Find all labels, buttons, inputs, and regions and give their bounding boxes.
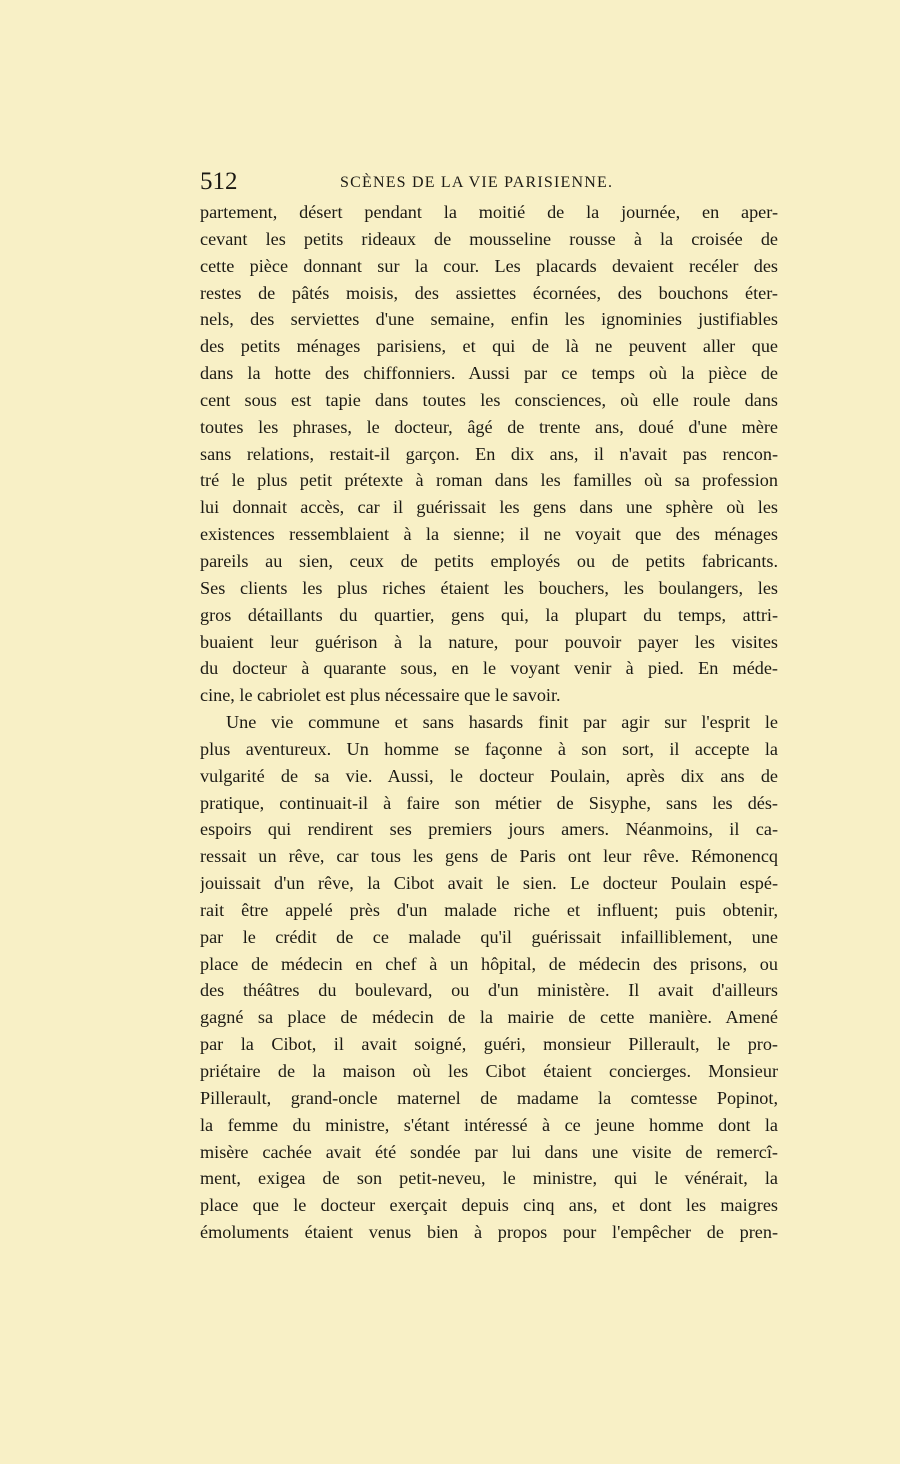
text-line: par la Cibot, il avait soigné, guéri, monsieur Pillerault, le pro- [200,1034,778,1055]
text-line: sans relations, restait-il garçon. En dix ans, il n'avait pas rencon- [200,443,778,464]
text-line: nels, des serviettes d'une semaine, enfin les ignominies justifiables [200,309,778,330]
text-line: toutes les phrases, le docteur, âgé de trente ans, doué d'une mère [200,416,778,437]
text-line: pareils au sien, ceux de petits employés ou de petits fabricants. [200,550,778,571]
text-line: place de médecin en chef à un hôpital, de médecin des prisons, ou [200,953,778,974]
body-text [200,199,778,1246]
text-line: émoluments étaient venus bien à propos pour l'empêcher de pren- [200,1222,778,1243]
running-title: SCÈNES DE LA VIE PARISIENNE. [340,174,614,191]
page-header [200,168,778,196]
paragraph [200,709,778,1246]
text-line: Une vie commune et sans hasards finit par agir sur l'esprit le [226,712,778,733]
text-line: dans la hotte des chiffonniers. Aussi par ce temps où la pièce de [200,363,778,384]
text-line: cevant les petits rideaux de mousseline rousse à la croisée de [200,228,778,249]
text-line: cent sous est tapie dans toutes les consciences, où elle roule dans [200,389,778,410]
text-line: lui donnait accès, car il guérissait les gens dans une sphère où les [200,497,778,518]
text-line: du docteur à quarante sous, en le voyant venir à pied. En méde- [200,658,778,679]
text-line: des théâtres du boulevard, ou d'un ministère. Il avait d'ailleurs [200,980,778,1001]
text-line: restes de pâtés moisis, des assiettes écornées, des bouchons éter- [200,282,778,303]
text-line: rait être appelé près d'un malade riche et influent; puis obtenir, [200,899,778,920]
text-line: tré le plus petit prétexte à roman dans les familles où sa profession [200,470,778,491]
text-line: des petits ménages parisiens, et qui de là ne peuvent aller que [200,336,778,357]
text-line: la femme du ministre, s'étant intéressé à ce jeune homme dont la [200,1114,778,1135]
text-line: partement, désert pendant la moitié de la journée, en aper- [200,202,778,222]
text-line: ressait un rêve, car tous les gens de Paris ont leur rêve. Rémonencq [200,846,778,867]
text-line: plus aventureux. Un homme se façonne à son sort, il accepte la [200,738,778,759]
text-line: gros détaillants du quartier, gens qui, la plupart du temps, attri- [200,604,778,625]
text-line: Ses clients les plus riches étaient les bouchers, les boulangers, les [200,577,778,598]
text-line: jouissait d'un rêve, la Cibot avait le sien. Le docteur Poulain espé- [200,873,778,894]
text-line: par le crédit de ce malade qu'il guérissait infailliblement, une [200,926,778,947]
text-line: gagné sa place de médecin de la mairie de cette manière. Amené [200,1007,778,1028]
text-line: cette pièce donnant sur la cour. Les placards devaient recéler des [200,255,778,276]
text-line: priétaire de la maison où les Cibot étaient concierges. Monsieur [200,1061,778,1081]
paragraph [200,199,778,709]
text-line: misère cachée avait été sondée par lui dans une visite de remercî- [200,1141,778,1162]
text-line: existences ressemblaient à la sienne; il ne voyait que des ménages [200,524,778,545]
text-line: buaient leur guérison à la nature, pour pouvoir payer les visites [200,631,778,652]
text-line: place que le docteur exerçait depuis cinq ans, et dont les maigres [200,1195,778,1216]
text-line: ment, exigea de son petit-neveu, le ministre, qui le vénérait, la [200,1168,778,1189]
text-line: cine, le cabriolet est plus nécessaire que le savoir. [200,685,561,706]
text-line: Pillerault, grand-oncle maternel de madame la comtesse Popinot, [200,1087,778,1108]
text-line: vulgarité de sa vie. Aussi, le docteur Poulain, après dix ans de [200,765,778,786]
text-line: espoirs qui rendirent ses premiers jours amers. Néanmoins, il ca- [200,819,778,840]
page-number: 512 [200,168,238,195]
text-line: pratique, continuait-il à faire son métier de Sisyphe, sans les dés- [200,792,778,813]
